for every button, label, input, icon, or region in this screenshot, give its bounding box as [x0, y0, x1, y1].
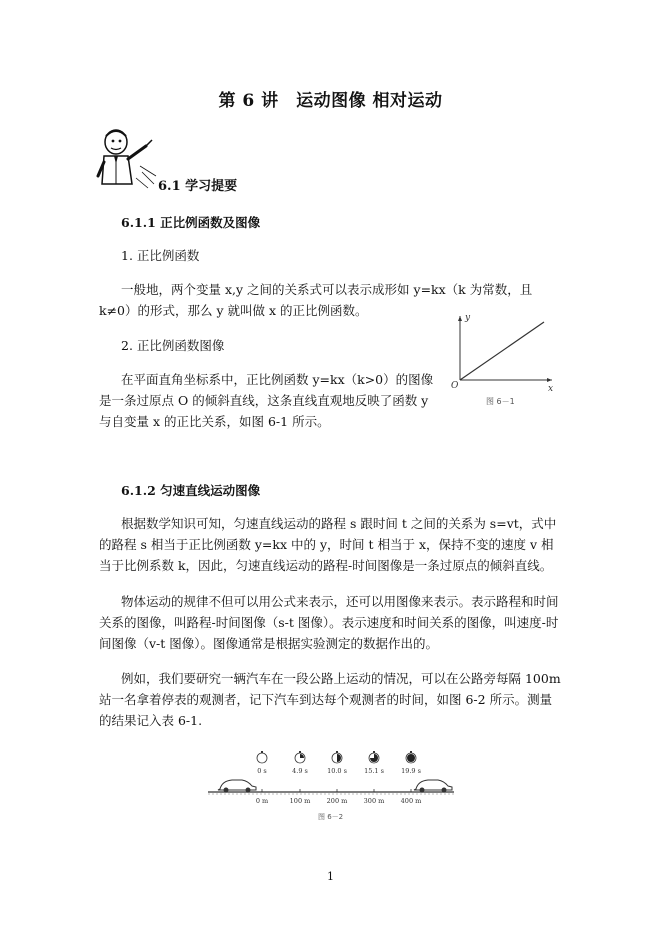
figure-6-1-graph — [446, 312, 558, 412]
distance-label: 400 m — [400, 797, 422, 805]
paragraph-function-graph: 在平面直角坐标系中，正比例函数 y=kx（k>0）的图像是一条过原点 O 的倾斜直线，这条直线直观地反映了函数 y 与自变量 x 的正比关系，如图 6-1 所示。 — [99, 372, 434, 429]
time-label: 15.1 s — [364, 767, 384, 775]
stopwatch-knob — [336, 751, 338, 753]
figure-6-1-x-label: x — [548, 384, 554, 394]
stopwatch-icon — [257, 753, 267, 763]
stopwatch-fill — [407, 754, 415, 762]
figure-6-2-caption: 图 6－2 — [318, 813, 344, 821]
distance-label: 300 m — [363, 797, 385, 805]
paragraph-motion-graphs: 物体运动的规律不但可以用公式来表示，还可以用图像来表示。表示路程和时间关系的图像，叫路程-时间图像（s-t 图像）。表示速度和时间关系的图像，叫速度-时间图像（v-t 图像）。图像通常是根据实验测定的数据作出的。 — [99, 594, 559, 651]
item-label-proportional-function: 1. 正比例函数 — [121, 248, 200, 263]
paragraph-uniform-motion: 根据数学知识可知，匀速直线运动的路程 s 跟时间 t 之间的关系为 s=vt，式中的路程 s 相当于正比例函数 y=kx 中的 y，时间 t 相当于 x，保持不变的速度 v 相当于比例系数 k，因此，匀速直线运动的路程-时间图像是一条过原点的倾斜直线。 — [99, 516, 557, 573]
paragraph-proportional-definition: 一般地，两个变量 x,y 之间的关系式可以表示成形如 y=kx（k 为常数，且 k≠0）的形式，那么 y 就叫做 x 的正比例函数。 — [99, 282, 533, 318]
subsection-heading-6-1-2: 6.1.2 匀速直线运动图像 — [121, 483, 261, 498]
stopwatch-knob — [410, 751, 412, 753]
section-heading: 6.1 学习提要 — [158, 179, 238, 194]
figure-6-1-y-label: y — [465, 313, 471, 323]
stopwatch-knob — [261, 751, 263, 753]
paragraph-car-example: 例如，我们要研究一辆汽车在一段公路上运动的情况，可以在公路旁每隔 100m 站一名拿着停表的观测者，记下汽车到达每个观测者的时间，如图 6-2 所示。测量的结果记入表 6-1. — [99, 671, 561, 728]
time-label: 10.0 s — [327, 767, 347, 775]
subsection-heading-6-1-1: 6.1.1 正比例函数及图像 — [121, 215, 261, 230]
car-icon-start — [218, 780, 256, 793]
distance-label: 0 m — [255, 797, 269, 805]
distance-label: 100 m — [289, 797, 311, 805]
figure-6-2-car-observers — [206, 745, 456, 825]
teacher-cartoon-illustration — [96, 126, 158, 190]
car-icon-end — [414, 780, 452, 793]
stopwatch-knob — [299, 751, 301, 753]
time-label: 4.9 s — [292, 767, 308, 775]
distance-label: 200 m — [326, 797, 348, 805]
page-title: 第 6 讲 运动图像 相对运动 — [218, 91, 443, 111]
item-label-function-graph: 2. 正比例函数图像 — [121, 338, 225, 353]
time-label: 19.9 s — [401, 767, 421, 775]
time-label: 0 s — [257, 767, 267, 775]
figure-6-1-origin-label: O — [451, 381, 459, 391]
page-number: 1 — [327, 870, 334, 883]
figure-6-1-caption: 图 6－1 — [486, 397, 515, 406]
stopwatch-knob — [373, 751, 375, 753]
